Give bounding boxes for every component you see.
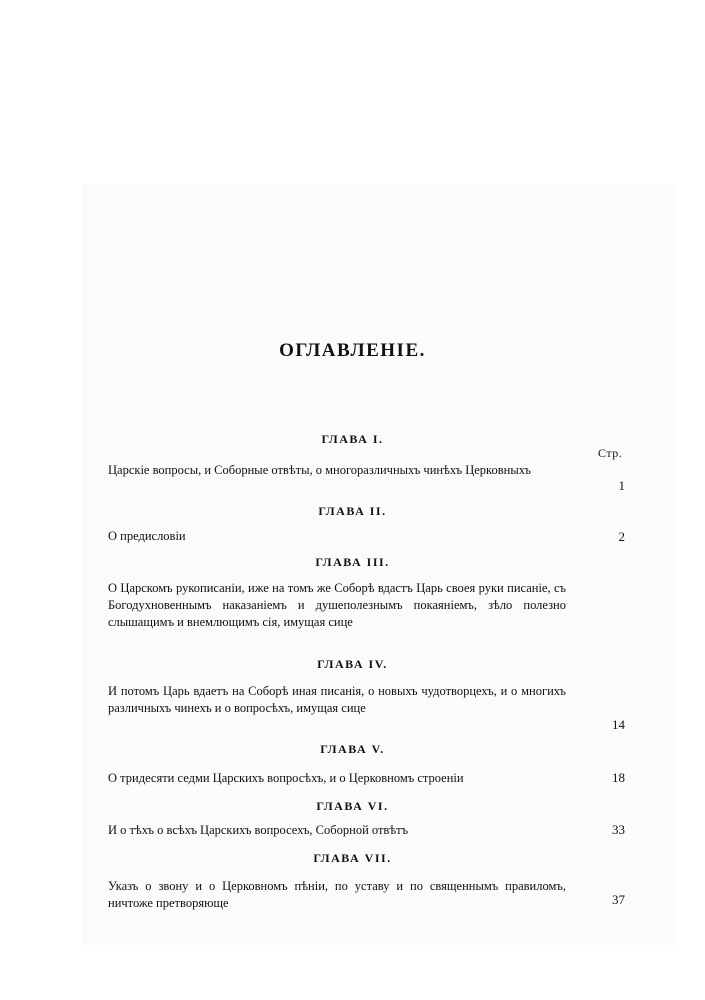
chapter-page-6: 33	[612, 822, 625, 837]
chapter-heading-3: ГЛАВА III.	[315, 555, 390, 569]
chapter-entry-3: О Царскомъ рукописаніи, иже на томъ же Соборѣ вдастъ Царь своея руки писаніе, съ Богодухновеннымъ наказаніемъ и душеполезнымъ покаяніемъ, зѣло полезно слышащимъ и внемлющимъ сія, имущая сице	[108, 581, 566, 629]
chapter-page-5: 18	[612, 770, 625, 785]
chapter-entry-4: И потомъ Царь вдаетъ на Соборѣ иная писанія, о новыхъ чудотворцехъ, и о многихъ различныхъ чинехъ и о вопросѣхъ, имущая сице	[108, 684, 566, 715]
chapter-heading-4: ГЛАВА IV.	[317, 657, 388, 671]
chapter-heading-2: ГЛАВА II.	[318, 504, 387, 518]
page-column-label: Стр.	[598, 446, 623, 460]
page-title: ОГЛАВЛЕНІЕ.	[279, 340, 426, 361]
chapter-heading-7: ГЛАВА VII.	[313, 851, 392, 865]
chapter-entry-7: Указъ о звону и о Церковномъ пѣніи, по уставу и по священнымъ правиломъ, ничтоже претворяюще	[108, 879, 566, 910]
chapter-heading-6: ГЛАВА VI.	[316, 799, 389, 813]
chapter-page-7: 37	[612, 892, 625, 907]
chapter-entry-5: О тридесяти седми Царскихъ вопросѣхъ, и о Церковномъ строеніи	[108, 771, 464, 785]
chapter-page-2: 2	[618, 529, 625, 544]
chapter-entry-2: О предисловіи	[108, 529, 186, 543]
chapter-page-4: 14	[612, 717, 625, 732]
chapter-heading-5: ГЛАВА V.	[320, 742, 385, 756]
chapter-page-1: 1	[618, 478, 625, 493]
chapter-entry-6: И о тѣхъ о всѣхъ Царскихъ вопросехъ, Соборной отвѣтъ	[108, 823, 409, 837]
chapter-entry-1: Царскіе вопросы, и Соборные отвѣты, о многоразличныхъ чинѣхъ Церковныхъ	[108, 463, 531, 477]
chapter-heading-1: ГЛАВА I.	[321, 432, 384, 446]
